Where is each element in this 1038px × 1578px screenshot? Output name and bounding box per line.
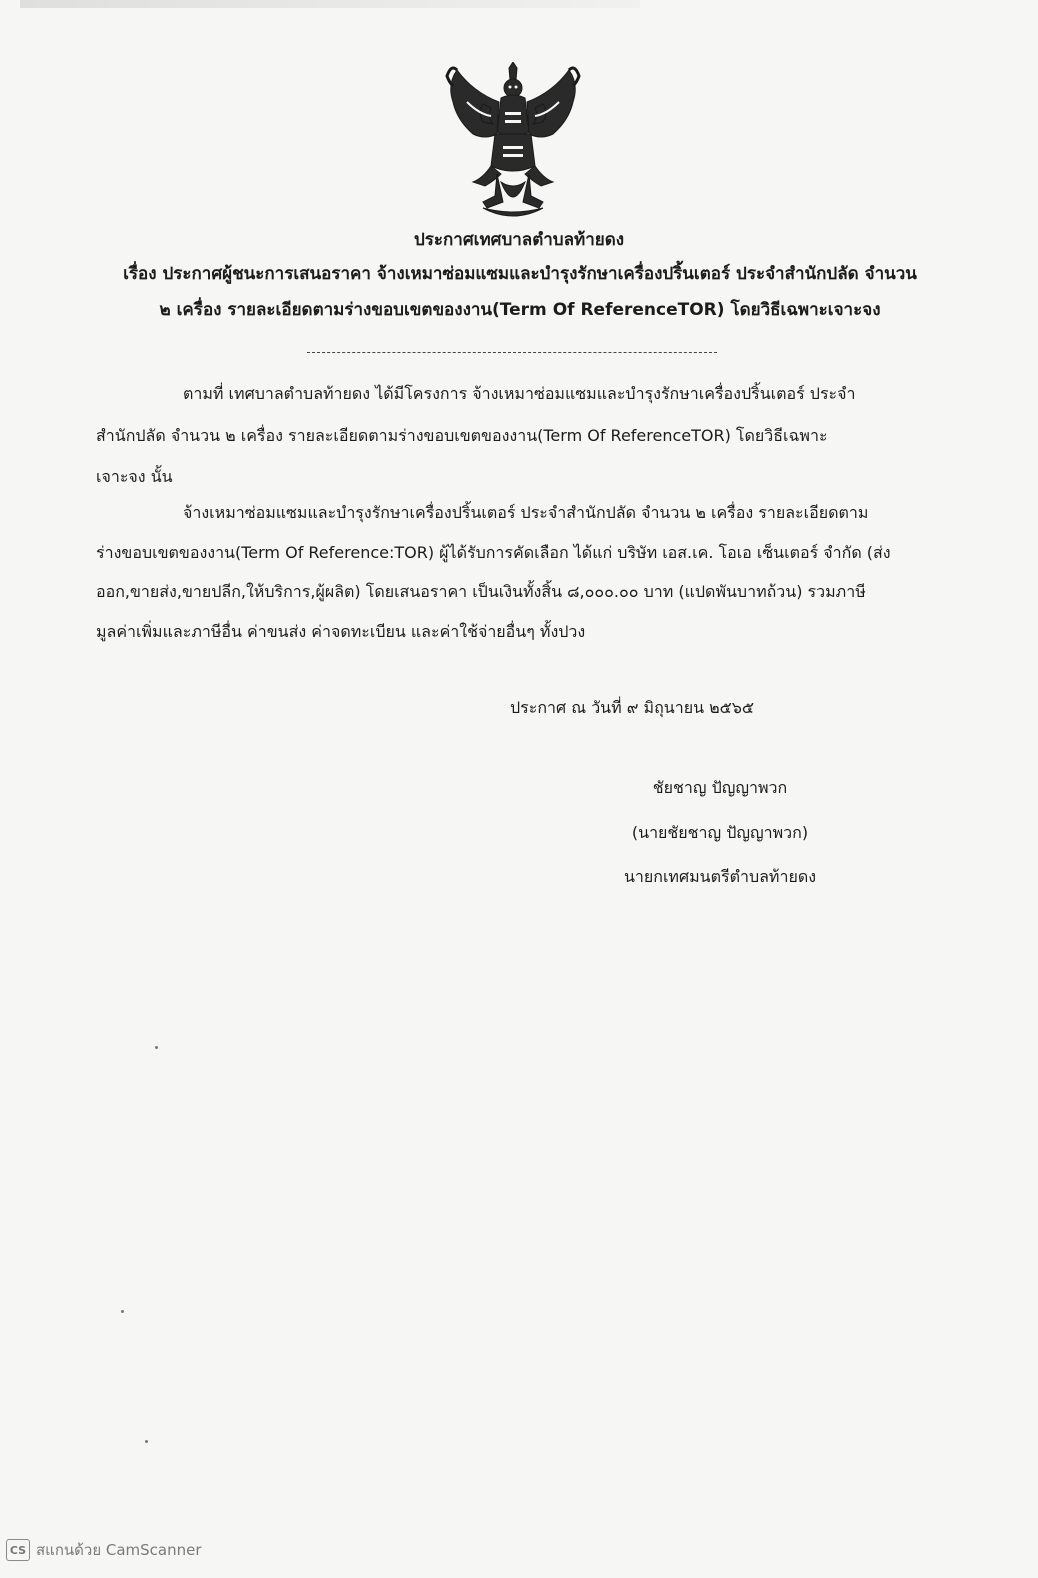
scan-speck [121,1310,124,1313]
camscanner-text: สแกนด้วย CamScanner [36,1541,202,1559]
subject-line-2: ๒ เครื่อง รายละเอียดตามร่างขอบเขตของงาน(Term Of ReferenceTOR) โดยวิธีเฉพาะเจาะจง [159,300,881,320]
announcement-title: ประกาศเทศบาลตำบลท้ายดง [413,230,625,250]
paragraph-2-line-3: ออก,ขายส่ง,ขายปลีก,ให้บริการ,ผู้ผลิต) โดยเสนอราคา เป็นเงินทั้งสิ้น ๘,๐๐๐.๐๐ บาท (แปดพันบาทถ้วน) รวมภาษี [96,582,866,601]
paragraph-2-line-2: ร่างขอบเขตของงาน(Term Of Reference:TOR) ผู้ได้รับการคัดเลือก ได้แก่ บริษัท เอส.เค. โอเอ เซ็นเตอร์ จำกัด (ส่ง [96,543,891,562]
printed-name: (นายชัยชาญ ปัญญาพวก) [631,823,809,842]
scan-speck [145,1440,148,1443]
camscanner-logo-icon: CS [6,1539,30,1561]
camscanner-watermark [6,1538,202,1562]
paragraph-1-line-2: สำนักปลัด จำนวน ๒ เครื่อง รายละเอียดตามร่างขอบเขตของงาน(Term Of ReferenceTOR) โดยวิธีเฉพาะ [96,426,828,445]
divider-line [307,352,717,353]
scan-smudge [20,0,640,8]
paragraph-1-line-3: เจาะจง นั้น [96,467,173,486]
paragraph-1-line-1: ตามที่ เทศบาลตำบลท้ายดง ได้มีโครงการ จ้างเหมาซ่อมแซมและบำรุงรักษาเครื่องปริ้นเตอร์ ประจำ [183,384,856,403]
signature-name: ชัยชาญ ปัญญาพวก [652,778,788,797]
announcement-date: ประกาศ ณ วันที่ ๙ มิถุนายน ๒๕๖๕ [510,698,755,717]
subject-line-1: เรื่อง ประกาศผู้ชนะการเสนอราคา จ้างเหมาซ่อมแซมและบำรุงรักษาเครื่องปริ้นเตอร์ ประจำสำนักปลัด จำนวน [123,264,917,284]
paragraph-2-line-4: มูลค่าเพิ่มและภาษีอื่น ค่าขนส่ง ค่าจดทะเบียน และค่าใช้จ่ายอื่นๆ ทั้งปวง [96,622,586,641]
scan-speck [155,1046,158,1049]
signer-position: นายกเทศมนตรีตำบลท้ายดง [623,867,817,886]
garuda-emblem-icon [443,62,583,222]
paragraph-2-line-1: จ้างเหมาซ่อมแซมและบำรุงรักษาเครื่องปริ้นเตอร์ ประจำสำนักปลัด จำนวน ๒ เครื่อง รายละเอียดตาม [183,503,869,522]
